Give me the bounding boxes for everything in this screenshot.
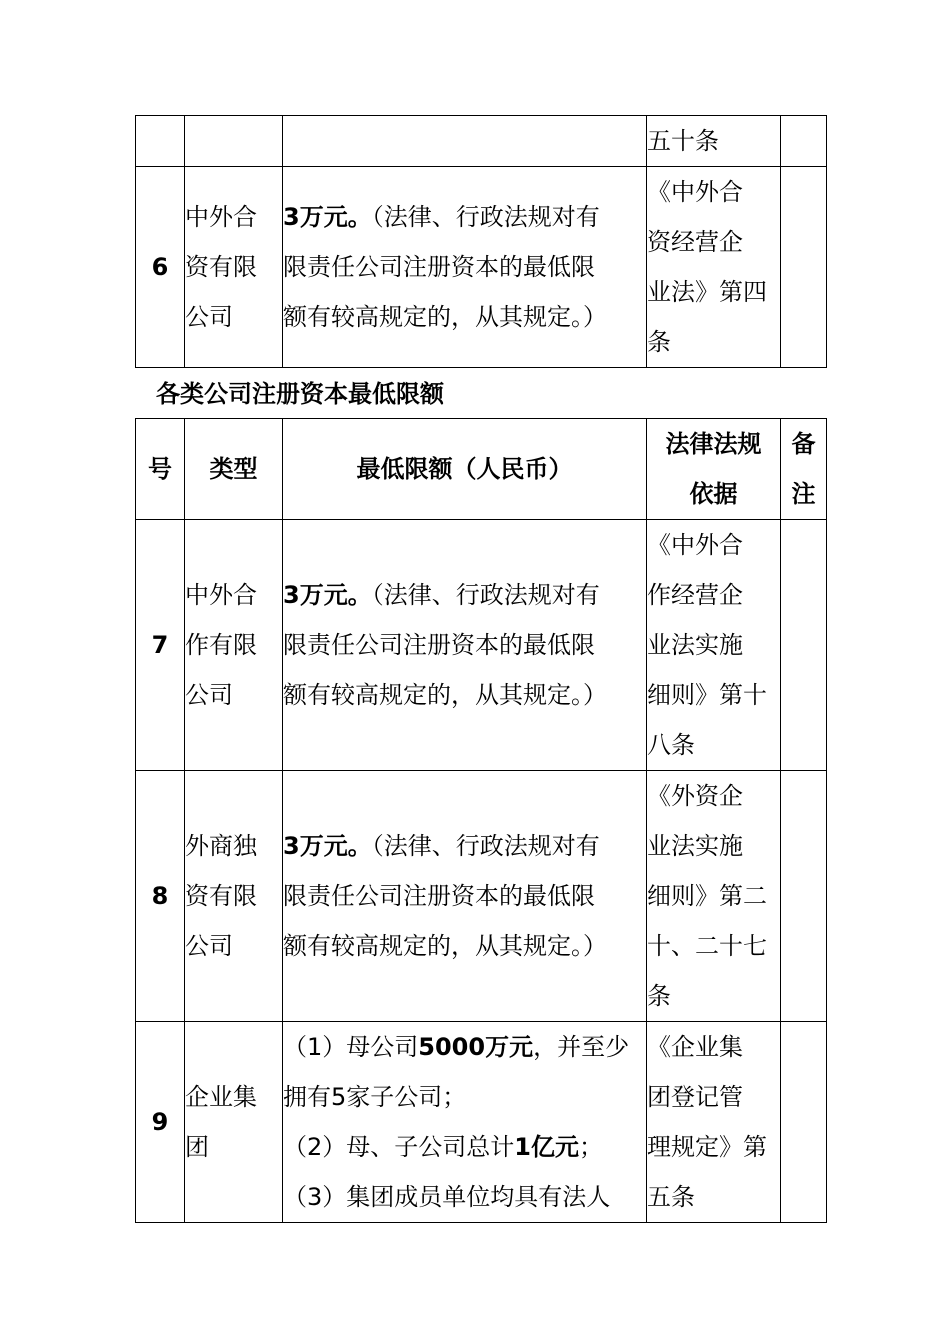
table-header-row <box>136 419 827 520</box>
note-cell <box>781 116 827 167</box>
min-cell <box>283 116 647 167</box>
legal-basis: 《中外合 作经营企 业法实施 细则》第十 八条 <box>647 520 781 771</box>
note-cell <box>781 167 827 368</box>
company-type: 企业集 团 <box>185 1022 283 1223</box>
header-min: 最低限额（人民币） <box>283 419 647 520</box>
table-row <box>136 1022 827 1223</box>
note-cell <box>781 771 827 1022</box>
company-type: 中外合 资有限 公司 <box>185 167 283 368</box>
row-number: 8 <box>136 771 185 1022</box>
legal-basis: 《外资企 业法实施 细则》第二 十、二十七 条 <box>647 771 781 1022</box>
table-row <box>136 167 827 368</box>
company-type: 外商独 资有限 公司 <box>185 771 283 1022</box>
header-type: 类型 <box>185 419 283 520</box>
amount: 3万元。 <box>283 832 372 860</box>
table-row <box>136 520 827 771</box>
type-cell <box>185 116 283 167</box>
table-row-continuation <box>136 116 827 167</box>
row-number: 6 <box>136 167 185 368</box>
header-note: 备 注 <box>781 419 827 520</box>
company-type: 中外合 作有限 公司 <box>185 520 283 771</box>
note-cell <box>781 520 827 771</box>
row-number: 9 <box>136 1022 185 1223</box>
header-num: 号 <box>136 419 185 520</box>
minimum-capital: 3万元。（法律、行政法规对有 限责任公司注册资本的最低限 额有较高规定的，从其规定。） <box>283 771 647 1022</box>
minimum-capital: 3万元。（法律、行政法规对有 限责任公司注册资本的最低限 额有较高规定的，从其规定。） <box>283 167 647 368</box>
header-law: 法律法规 依据 <box>647 419 781 520</box>
law-cell <box>647 116 781 167</box>
registered-capital-table-continued <box>135 115 827 368</box>
table-row <box>136 771 827 1022</box>
law-text: 五十条 <box>647 127 719 155</box>
registered-capital-table <box>135 418 827 1223</box>
amount: 5000万元 <box>418 1033 534 1061</box>
note-cell <box>781 1022 827 1223</box>
amount: 3万元。 <box>283 581 372 609</box>
minimum-capital: （1）母公司5000万元，并至少 拥有5家子公司； （2）母、子公司总计1亿元； （3）集团成员单位均具有法人 <box>283 1022 647 1223</box>
amount: 3万元。 <box>283 203 372 231</box>
legal-basis: 《中外合 资经营企 业法》第四 条 <box>647 167 781 368</box>
num-cell <box>136 116 185 167</box>
minimum-capital: 3万元。（法律、行政法规对有 限责任公司注册资本的最低限 额有较高规定的，从其规定。） <box>283 520 647 771</box>
table-caption: 各类公司注册资本最低限额 <box>156 380 444 408</box>
row-number: 7 <box>136 520 185 771</box>
legal-basis: 《企业集 团登记管 理规定》第 五条 <box>647 1022 781 1223</box>
amount: 1亿元 <box>514 1133 579 1161</box>
